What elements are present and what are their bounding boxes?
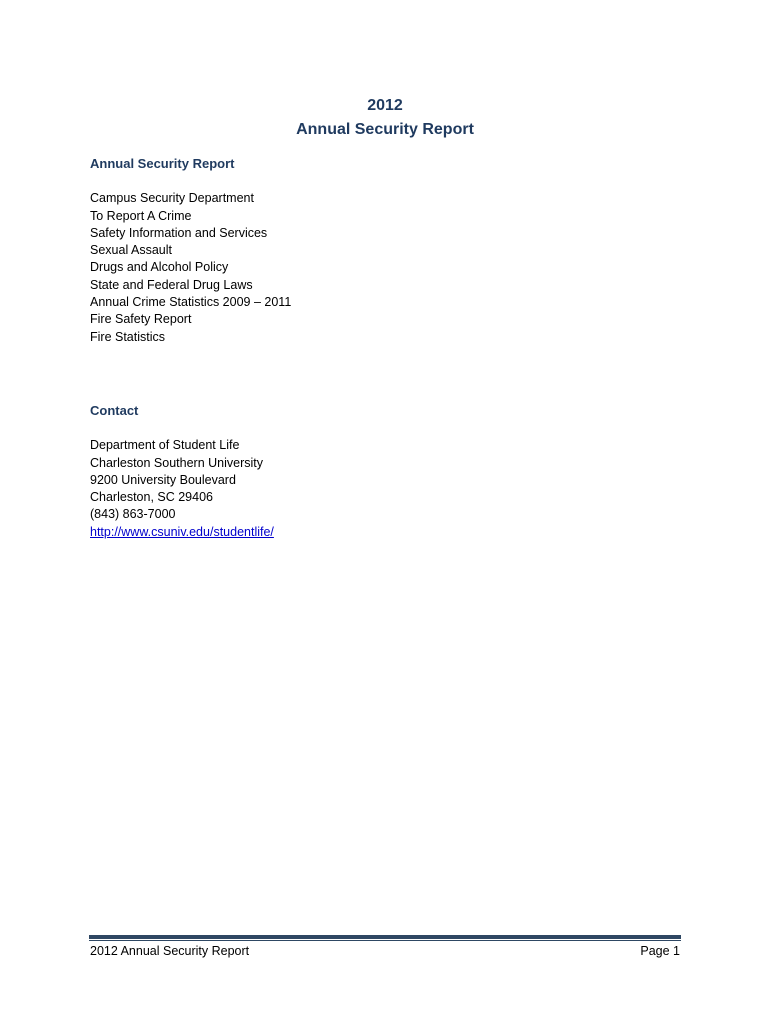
toc-item: Fire Safety Report [90,312,192,327]
toc-item: Sexual Assault [90,243,172,258]
toc-item: Campus Security Department [90,191,254,206]
contact-section [90,402,274,541]
contact-phone: (843) 863-7000 [90,507,176,522]
page-number: Page 1 [640,944,680,958]
footer-divider [89,935,681,939]
contact-heading: Contact [90,403,139,418]
contact-address: 9200 University Boulevard [90,472,236,487]
footer-title: 2012 Annual Security Report [90,944,250,958]
contact-department: Department of Student Life [90,438,240,453]
toc-item: To Report A Crime [90,208,192,223]
toc-item: Fire Statistics [90,329,166,344]
toc-section [90,155,291,346]
footer-divider-thin [89,940,681,941]
toc-item: State and Federal Drug Laws [90,277,253,292]
document-title [0,94,770,142]
toc-item: Drugs and Alcohol Policy [90,260,229,275]
contact-university: Charleston Southern University [90,455,263,470]
title-year: 2012 [367,97,403,114]
toc-item: Annual Crime Statistics 2009 – 2011 [90,295,292,310]
toc-heading: Annual Security Report [90,156,235,171]
title-name: Annual Security Report [296,121,474,138]
contact-city: Charleston, SC 29406 [90,490,213,505]
contact-url-link[interactable]: http://www.csuniv.edu/studentlife/ [90,524,274,539]
toc-item: Safety Information and Services [90,225,268,240]
